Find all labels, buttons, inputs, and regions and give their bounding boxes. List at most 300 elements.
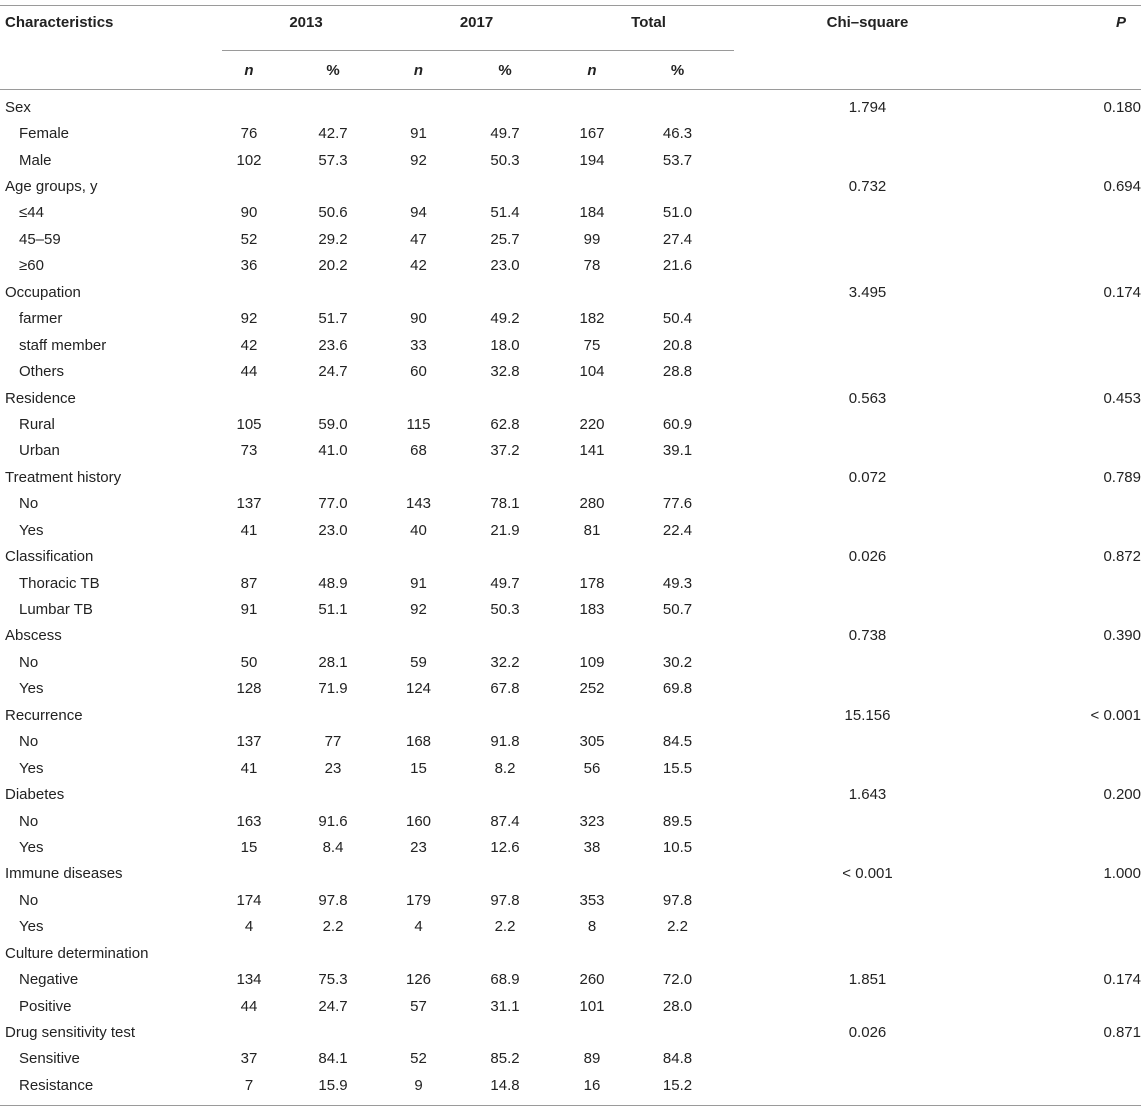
table-row — [0, 147, 1141, 173]
table-group-row — [0, 781, 1141, 807]
cell-n-2017: 94 — [410, 204, 427, 222]
row-label: Yes — [19, 521, 44, 539]
header-2013 — [222, 6, 390, 52]
table-group-row — [0, 702, 1141, 728]
cell-n-total: 167 — [579, 125, 605, 143]
cell-n-2017 — [390, 623, 447, 649]
table-row — [0, 993, 1141, 1019]
cell-spacer — [734, 491, 780, 517]
cell-n-2013: 90 — [240, 204, 258, 222]
cell-n-total — [563, 861, 621, 887]
cell-n-2013: 41 — [240, 521, 258, 539]
cell-pct-2017 — [447, 464, 563, 490]
group-label: Abscess — [5, 627, 62, 645]
cell-pct-2013: 42.7 — [318, 125, 348, 143]
cell-p-value — [955, 755, 1141, 781]
cell-pct-total — [621, 385, 734, 411]
row-label: No — [19, 495, 39, 513]
cell-n-2017: 168 — [405, 733, 432, 751]
cell-n-2017: 60 — [410, 363, 427, 381]
table-group-row — [0, 1019, 1141, 1045]
cell-n-total: 99 — [583, 230, 601, 248]
cell-pct-2013: 51.7 — [318, 310, 348, 328]
cell-spacer — [734, 781, 780, 807]
cell-pct-total: 51.0 — [662, 204, 693, 222]
cell-spacer — [734, 596, 780, 622]
cell-n-2017: 143 — [405, 495, 432, 513]
cell-spacer — [734, 993, 780, 1019]
cell-chi-square — [780, 411, 955, 437]
cell-pct-2013 — [276, 940, 390, 966]
cell-pct-2013 — [276, 1019, 390, 1045]
group-label: Recurrence — [5, 706, 83, 724]
cell-pct-2017: 2.2 — [494, 918, 516, 936]
cell-pct-2013: 15.9 — [276, 1072, 390, 1105]
cell-pct-2017: 49.2 — [490, 310, 520, 328]
cell-pct-2013: 91.6 — [318, 812, 348, 830]
cell-n-total — [563, 781, 621, 807]
cell-n-2017 — [390, 173, 447, 199]
cell-n-2013: 174 — [236, 891, 262, 909]
table-row — [0, 729, 1141, 755]
cell-pct-total: 28.8 — [662, 363, 693, 381]
header-chi-square: Chi–square — [826, 14, 909, 31]
header-2013-label: 2013 — [289, 14, 323, 31]
cell-n-2013 — [222, 385, 276, 411]
group-label: Occupation — [5, 283, 81, 301]
table-row — [0, 596, 1141, 622]
cell-pct-2017 — [447, 940, 563, 966]
row-label: Positive — [19, 997, 72, 1015]
cell-n-total: 260 — [579, 971, 605, 989]
cell-chi-square: 3.495 — [848, 283, 887, 301]
cell-spacer — [734, 676, 780, 702]
cell-p-value: 0.174 — [1103, 971, 1141, 989]
cell-p-value: 0.872 — [1103, 548, 1141, 566]
row-label: Thoracic TB — [19, 574, 100, 592]
cell-chi-square — [780, 306, 955, 332]
table-row — [0, 834, 1141, 860]
cell-p-value — [955, 1072, 1141, 1105]
table-row — [0, 755, 1141, 781]
row-label: Yes — [19, 759, 44, 777]
cell-chi-square — [780, 226, 955, 252]
cell-spacer — [734, 887, 780, 913]
header-row-years — [0, 6, 1141, 52]
table-row — [0, 226, 1141, 252]
cell-chi-square: 1.851 — [848, 971, 887, 989]
cell-pct-2017: 12.6 — [490, 838, 520, 856]
cell-n-2013: 15 — [240, 838, 258, 856]
cell-pct-2017 — [447, 385, 563, 411]
header-2013-rule — [222, 50, 390, 51]
cell-pct-total — [621, 781, 734, 807]
cell-n-2013: 42 — [240, 336, 258, 354]
cell-n-2017: 90 — [410, 310, 427, 328]
cell-spacer — [734, 702, 780, 728]
cell-pct-total: 89.5 — [662, 812, 693, 830]
cell-chi-square: 15.156 — [844, 706, 891, 724]
cell-pct-2017: 68.9 — [490, 971, 520, 989]
header-total-label: Total — [631, 14, 666, 31]
cell-pct-2017: 67.8 — [490, 680, 520, 698]
cell-pct-2013: 77.0 — [318, 495, 348, 513]
row-label: Yes — [19, 838, 44, 856]
header-p-label: P — [1115, 14, 1126, 31]
table-row — [0, 966, 1141, 992]
cell-spacer — [734, 1072, 780, 1105]
row-label: Others — [19, 363, 65, 381]
cell-p-value — [955, 570, 1141, 596]
cell-chi-square: 0.026 — [848, 548, 887, 566]
cell-pct-2017: 78.1 — [490, 495, 520, 513]
cell-spacer — [734, 570, 780, 596]
cell-spacer — [734, 729, 780, 755]
cell-pct-2017 — [447, 1019, 563, 1045]
cell-n-2013: 44 — [240, 997, 258, 1015]
cell-pct-2013 — [276, 543, 390, 569]
cell-p-value — [955, 993, 1141, 1019]
header-row-subcols — [0, 51, 1141, 90]
cell-pct-total — [621, 279, 734, 305]
row-label: Yes — [19, 680, 44, 698]
cell-spacer — [734, 120, 780, 146]
cell-pct-total: 10.5 — [662, 838, 693, 856]
cell-chi-square — [780, 438, 955, 464]
cell-spacer — [734, 834, 780, 860]
cell-spacer — [734, 306, 780, 332]
cell-n-total: 178 — [579, 574, 605, 592]
cell-chi-square — [780, 491, 955, 517]
cell-pct-2013: 59.0 — [318, 415, 348, 433]
cell-spacer — [734, 1019, 780, 1045]
cell-spacer — [734, 147, 780, 173]
row-label: Female — [19, 125, 70, 143]
cell-p-value — [955, 358, 1141, 384]
cell-p-value — [955, 596, 1141, 622]
cell-spacer — [734, 411, 780, 437]
cell-n-total — [563, 90, 621, 121]
header-2017-rule — [390, 50, 563, 51]
cell-n-2017: 68 — [410, 442, 427, 460]
cell-p-value — [955, 438, 1141, 464]
cell-pct-total: 22.4 — [662, 521, 693, 539]
cell-n-2017 — [390, 1019, 447, 1045]
table-group-row — [0, 464, 1141, 490]
cell-chi-square: < 0.001 — [842, 865, 893, 883]
cell-pct-2017: 49.7 — [490, 125, 520, 143]
cell-n-2017: 124 — [405, 680, 432, 698]
group-label: Drug sensitivity test — [5, 1024, 136, 1042]
cell-pct-total — [621, 1019, 734, 1045]
cell-n-total: 104 — [579, 363, 605, 381]
cell-pct-total: 27.4 — [662, 230, 693, 248]
header-n-total: n — [587, 61, 597, 79]
cell-pct-2017: 51.4 — [490, 204, 520, 222]
cell-p-value — [955, 147, 1141, 173]
cell-n-2017 — [390, 385, 447, 411]
table-row — [0, 808, 1141, 834]
header-2017-label: 2017 — [459, 14, 494, 31]
cell-p-value: 0.200 — [1103, 786, 1141, 804]
cell-pct-2013: 41.0 — [318, 442, 348, 460]
cell-n-2017: 59 — [410, 653, 427, 671]
cell-n-2017: 9 — [390, 1072, 447, 1105]
cell-p-value: 0.174 — [1103, 283, 1141, 301]
cell-pct-2013: 23.0 — [318, 521, 348, 539]
cell-n-2017: 23 — [410, 838, 427, 856]
cell-pct-2013: 23.6 — [318, 336, 348, 354]
cell-pct-total: 15.5 — [662, 759, 693, 777]
cell-spacer — [734, 940, 780, 966]
table-row — [0, 517, 1141, 543]
cell-n-2017: 15 — [410, 759, 427, 777]
header-p — [955, 6, 1141, 52]
cell-chi-square — [780, 649, 955, 675]
cell-n-2013 — [222, 90, 276, 121]
cell-pct-2013 — [276, 173, 390, 199]
cell-n-2013 — [222, 279, 276, 305]
cell-n-total: 38 — [583, 838, 601, 856]
cell-p-value — [955, 491, 1141, 517]
cell-n-total: 141 — [579, 442, 605, 460]
cell-n-2017: 91 — [410, 125, 427, 143]
group-label: Treatment history — [5, 468, 122, 486]
cell-n-2017: 33 — [410, 336, 427, 354]
cell-pct-2017: 21.9 — [490, 521, 520, 539]
cell-spacer — [734, 808, 780, 834]
cell-n-total — [563, 1019, 621, 1045]
cell-pct-2017 — [447, 623, 563, 649]
cell-pct-total: 53.7 — [662, 151, 693, 169]
cell-n-total: 78 — [583, 257, 601, 275]
group-label: Classification — [5, 548, 94, 566]
table-header — [0, 6, 1141, 90]
cell-spacer — [734, 623, 780, 649]
table-row — [0, 411, 1141, 437]
table-row — [0, 1046, 1141, 1072]
cell-pct-2013: 24.7 — [318, 363, 348, 381]
cell-p-value — [955, 517, 1141, 543]
cell-n-2017 — [390, 279, 447, 305]
cell-pct-total: 21.6 — [662, 257, 693, 275]
row-label: Yes — [19, 918, 44, 936]
cell-chi-square: 1.794 — [848, 98, 887, 116]
cell-pct-2017 — [447, 702, 563, 728]
cell-n-total: 75 — [583, 336, 601, 354]
cell-n-total: 101 — [579, 997, 605, 1015]
cell-n-2017: 160 — [405, 812, 432, 830]
row-label: staff member — [19, 336, 107, 354]
characteristics-table — [0, 5, 1141, 1106]
cell-spacer — [734, 861, 780, 887]
cell-p-value: 0.390 — [1103, 627, 1141, 645]
cell-pct-total: 72.0 — [662, 971, 693, 989]
cell-pct-2013 — [276, 90, 390, 121]
cell-n-total: 8 — [587, 918, 597, 936]
cell-pct-total: 50.4 — [662, 310, 693, 328]
cell-pct-2017: 87.4 — [490, 812, 520, 830]
cell-n-2013: 41 — [240, 759, 258, 777]
cell-n-total — [563, 623, 621, 649]
header-pct-2017: % — [498, 61, 512, 79]
cell-spacer — [734, 358, 780, 384]
cell-n-2017: 47 — [410, 230, 427, 248]
cell-pct-2013: 48.9 — [318, 574, 348, 592]
cell-chi-square — [780, 200, 955, 226]
row-label: 45–59 — [19, 230, 61, 248]
table-row — [0, 306, 1141, 332]
group-label: Sex — [5, 98, 31, 116]
table-group-row — [0, 543, 1141, 569]
table-row — [0, 491, 1141, 517]
cell-chi-square: 0.563 — [848, 389, 887, 407]
cell-n-2017 — [390, 464, 447, 490]
cell-pct-2013: 50.6 — [318, 204, 348, 222]
cell-pct-2013 — [276, 702, 390, 728]
cell-p-value — [955, 200, 1141, 226]
cell-pct-2013: 75.3 — [318, 971, 348, 989]
cell-n-total: 89 — [583, 1050, 601, 1068]
cell-p-value: 0.180 — [1103, 98, 1141, 116]
cell-pct-2013 — [276, 279, 390, 305]
cell-spacer — [734, 464, 780, 490]
cell-spacer — [734, 279, 780, 305]
row-label: Sensitive — [19, 1050, 80, 1068]
cell-pct-total: 84.5 — [662, 733, 693, 751]
cell-spacer — [734, 385, 780, 411]
cell-chi-square — [780, 729, 955, 755]
cell-n-2013: 37 — [240, 1050, 258, 1068]
cell-n-total: 183 — [579, 601, 605, 619]
cell-spacer — [734, 543, 780, 569]
cell-pct-2017: 18.0 — [490, 336, 520, 354]
cell-pct-total: 49.3 — [662, 574, 693, 592]
cell-p-value — [955, 411, 1141, 437]
cell-chi-square — [780, 596, 955, 622]
cell-n-2013: 92 — [240, 310, 258, 328]
cell-pct-total: 69.8 — [662, 680, 693, 698]
cell-chi-square — [780, 808, 955, 834]
cell-chi-square — [780, 940, 955, 966]
cell-n-total — [563, 702, 621, 728]
cell-chi-square: 1.643 — [848, 786, 887, 804]
cell-pct-2013: 23 — [324, 759, 342, 777]
table-row — [0, 438, 1141, 464]
row-label: Male — [19, 151, 52, 169]
table-row — [0, 253, 1141, 279]
cell-p-value — [955, 1046, 1141, 1072]
cell-p-value: 0.871 — [1103, 1024, 1141, 1042]
table-row — [0, 358, 1141, 384]
cell-spacer — [734, 332, 780, 358]
row-label: No — [19, 891, 39, 909]
cell-chi-square: 0.072 — [848, 468, 887, 486]
cell-chi-square — [780, 517, 955, 543]
group-label: Residence — [5, 389, 76, 407]
cell-n-2013 — [222, 702, 276, 728]
table-row — [0, 200, 1141, 226]
cell-p-value — [955, 914, 1141, 940]
cell-pct-total — [621, 464, 734, 490]
header-characteristics: Characteristics — [5, 14, 114, 31]
cell-n-total: 252 — [579, 680, 605, 698]
cell-p-value: 0.694 — [1103, 178, 1141, 196]
cell-n-2017: 91 — [410, 574, 427, 592]
cell-n-total: 220 — [579, 415, 605, 433]
cell-pct-total: 50.7 — [662, 601, 693, 619]
cell-pct-2017 — [447, 861, 563, 887]
cell-chi-square: 0.732 — [848, 178, 887, 196]
cell-p-value — [955, 306, 1141, 332]
table-group-row — [0, 90, 1141, 121]
row-label: No — [19, 733, 39, 751]
cell-spacer — [734, 755, 780, 781]
cell-pct-2017: 49.7 — [490, 574, 520, 592]
row-label: Urban — [19, 442, 60, 460]
cell-n-2013 — [222, 173, 276, 199]
cell-n-total: 280 — [579, 495, 605, 513]
cell-pct-2017: 25.7 — [490, 230, 520, 248]
cell-n-total: 81 — [583, 521, 601, 539]
cell-pct-2013 — [276, 781, 390, 807]
cell-chi-square — [780, 676, 955, 702]
cell-p-value — [955, 676, 1141, 702]
cell-n-2013 — [222, 781, 276, 807]
cell-p-value — [955, 834, 1141, 860]
cell-n-total: 353 — [579, 891, 605, 909]
cell-pct-2013: 84.1 — [318, 1050, 348, 1068]
cell-n-2013 — [222, 623, 276, 649]
group-label: Immune diseases — [5, 865, 123, 883]
cell-n-2017: 40 — [410, 521, 427, 539]
group-label: Culture determination — [5, 944, 149, 962]
cell-spacer — [734, 914, 780, 940]
cell-chi-square — [780, 834, 955, 860]
cell-chi-square — [780, 120, 955, 146]
cell-n-2017 — [390, 90, 447, 121]
cell-pct-2013 — [276, 385, 390, 411]
cell-p-value — [955, 253, 1141, 279]
table-group-row — [0, 940, 1141, 966]
cell-p-value — [955, 226, 1141, 252]
cell-p-value — [955, 120, 1141, 146]
cell-pct-2013: 57.3 — [318, 151, 348, 169]
cell-pct-total: 30.2 — [662, 653, 693, 671]
cell-pct-2017 — [447, 173, 563, 199]
cell-n-2013: 36 — [240, 257, 258, 275]
cell-n-2013: 73 — [240, 442, 258, 460]
cell-pct-2017: 32.8 — [490, 363, 520, 381]
row-label: Negative — [19, 971, 79, 989]
cell-pct-total — [621, 940, 734, 966]
cell-n-2013: 50 — [240, 653, 258, 671]
cell-p-value — [955, 332, 1141, 358]
cell-n-2013 — [222, 1019, 276, 1045]
table-group-row — [0, 385, 1141, 411]
cell-p-value — [955, 808, 1141, 834]
cell-pct-2017 — [447, 781, 563, 807]
cell-chi-square — [780, 1072, 955, 1105]
cell-n-2013: 52 — [240, 230, 258, 248]
cell-pct-2017: 23.0 — [490, 257, 520, 275]
cell-n-total: 56 — [583, 759, 601, 777]
header-total — [563, 6, 734, 52]
cell-n-2017: 57 — [410, 997, 427, 1015]
cell-p-value: < 0.001 — [1090, 706, 1141, 724]
cell-n-2017 — [390, 940, 447, 966]
cell-pct-2013: 29.2 — [318, 230, 348, 248]
